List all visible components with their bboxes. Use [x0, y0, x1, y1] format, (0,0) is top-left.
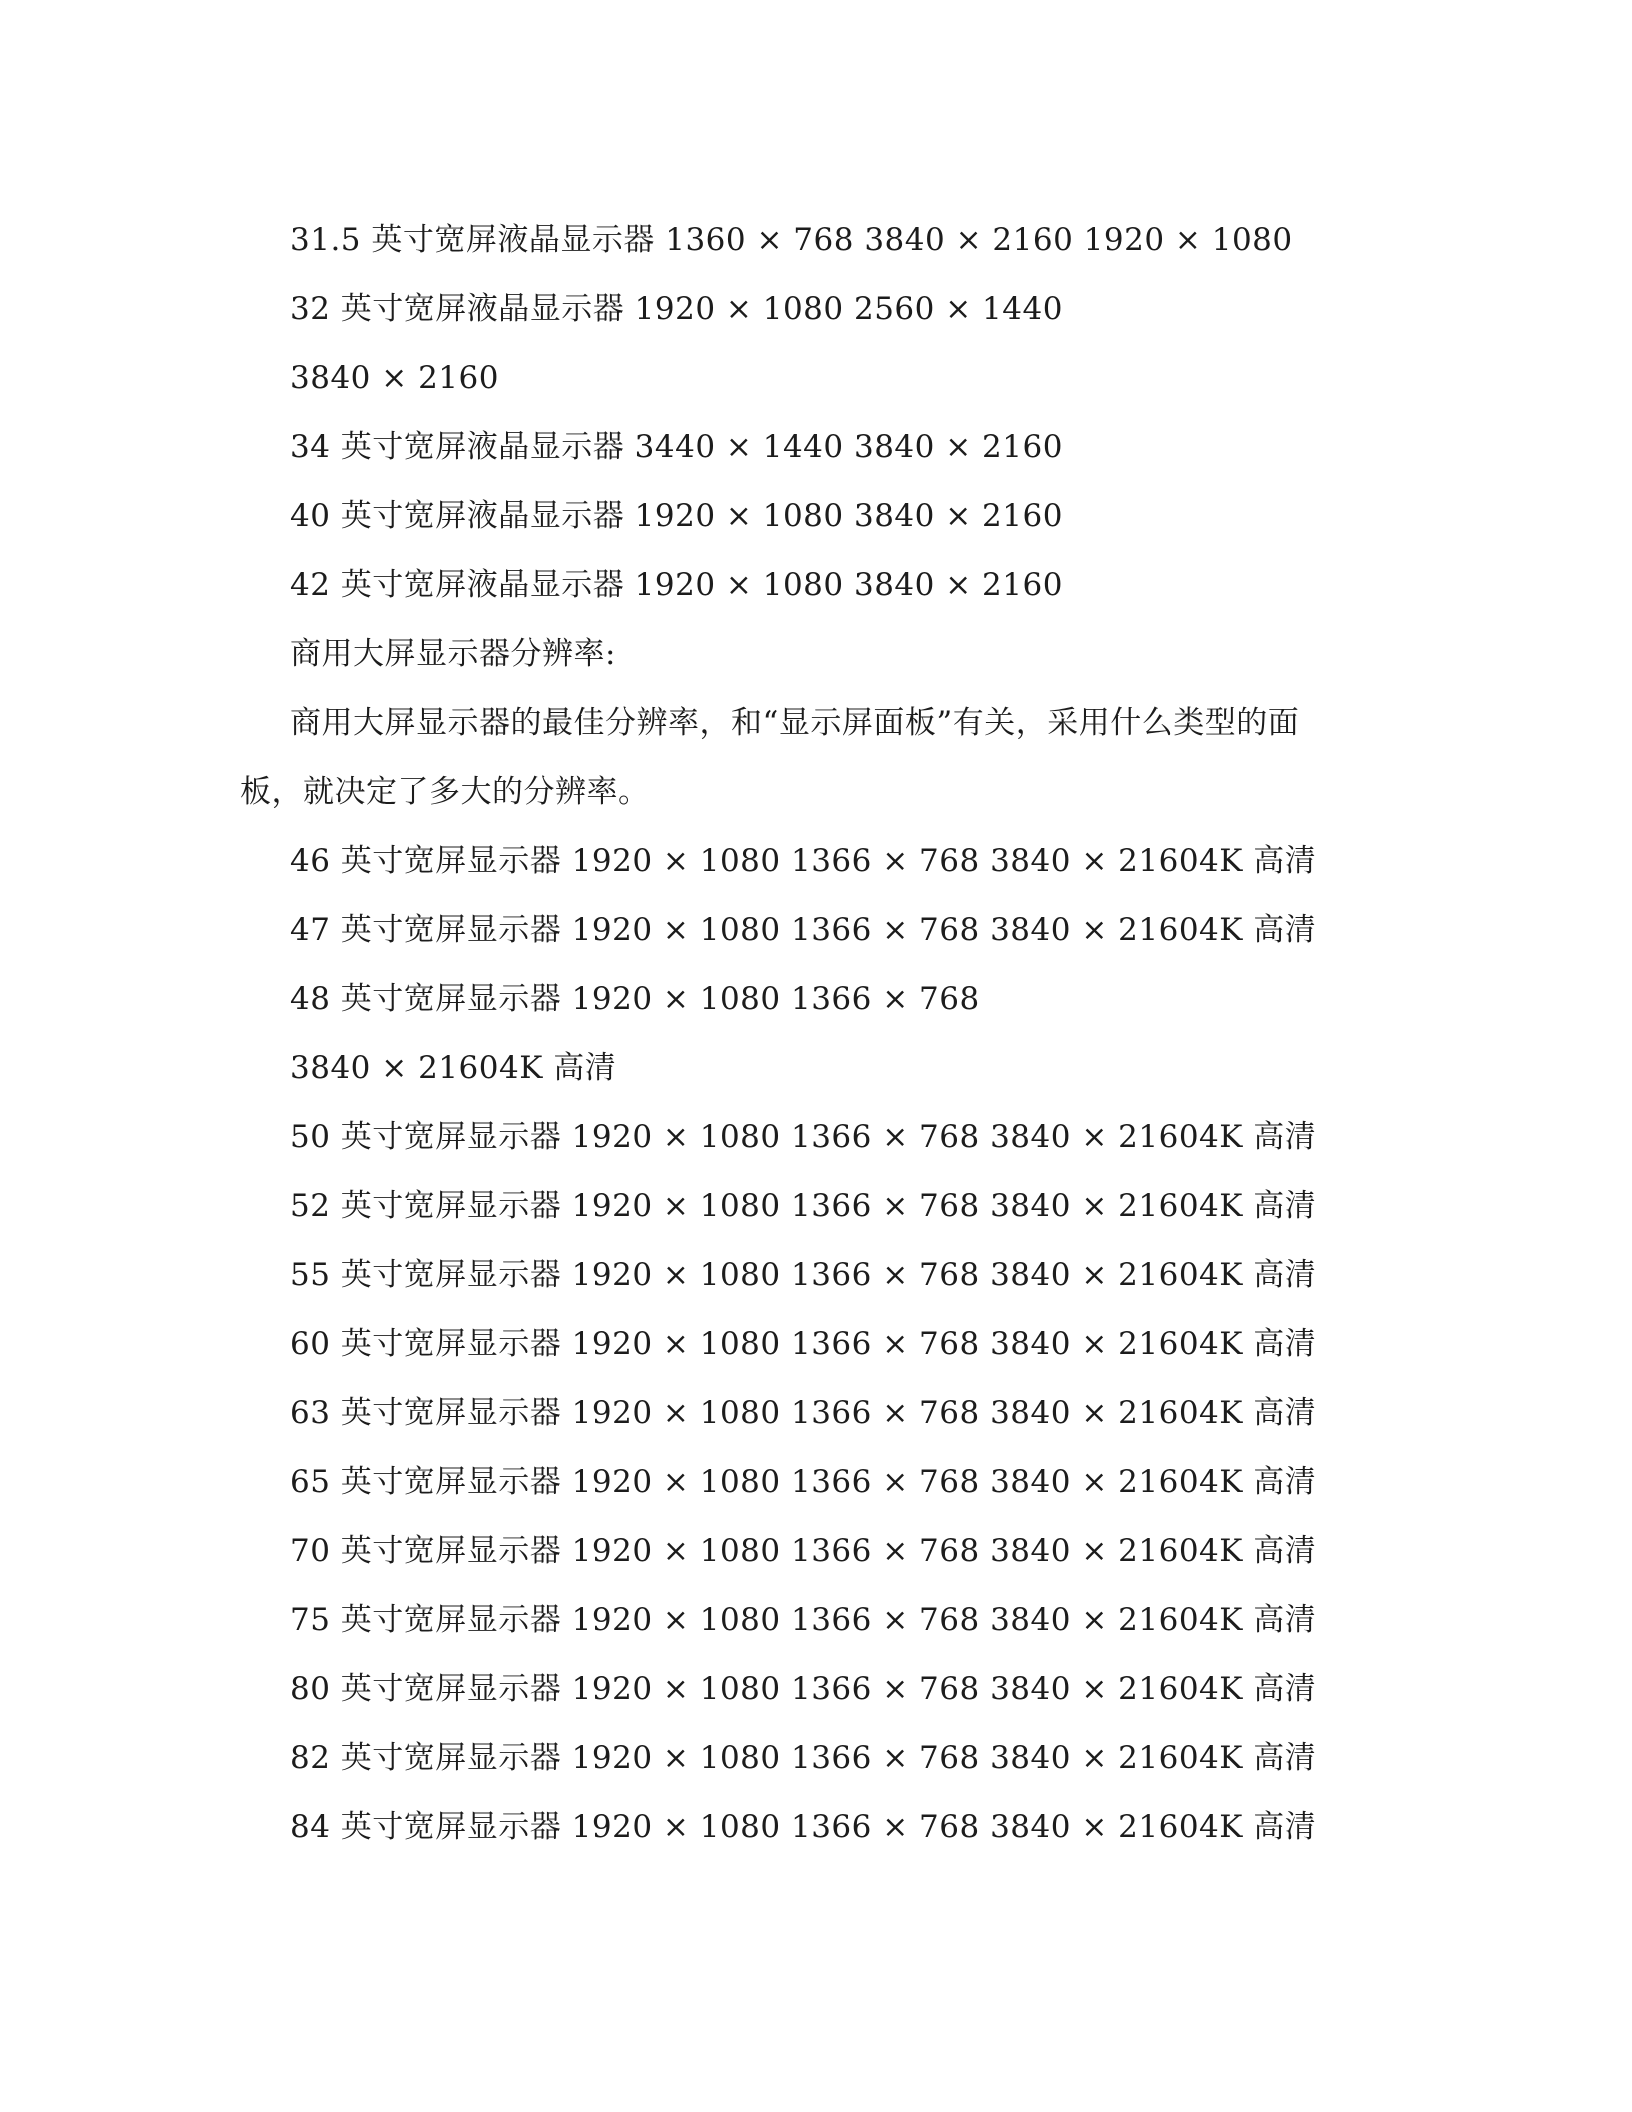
spec-line-52-inch: 52 英寸宽屏显示器 1920 × 1080 1366 × 768 3840 × 21604K 高清 [290, 1188, 1317, 1224]
spec-line-84-inch: 84 英寸宽屏显示器 1920 × 1080 1366 × 768 3840 × 21604K 高清 [290, 1809, 1317, 1845]
spec-line-60-inch: 60 英寸宽屏显示器 1920 × 1080 1366 × 768 3840 × 21604K 高清 [290, 1326, 1317, 1362]
spec-line-48-inch: 48 英寸宽屏显示器 1920 × 1080 1366 × 768 [290, 981, 980, 1017]
section-heading: 商用大屏显示器分辨率: [290, 636, 616, 672]
spec-line-65-inch: 65 英寸宽屏显示器 1920 × 1080 1366 × 768 3840 × 21604K 高清 [290, 1464, 1317, 1500]
paragraph-line-1: 商用大屏显示器的最佳分辨率，和“显示屏面板”有关，采用什么类型的面 [290, 705, 1300, 741]
spec-line-63-inch: 63 英寸宽屏显示器 1920 × 1080 1366 × 768 3840 × 21604K 高清 [290, 1395, 1317, 1431]
spec-line-75-inch: 75 英寸宽屏显示器 1920 × 1080 1366 × 768 3840 × 21604K 高清 [290, 1602, 1317, 1638]
spec-line-31-5-inch: 31.5 英寸宽屏液晶显示器 1360 × 768 3840 × 2160 1920 × 1080 [290, 222, 1293, 258]
spec-line-47-inch: 47 英寸宽屏显示器 1920 × 1080 1366 × 768 3840 × 21604K 高清 [290, 912, 1317, 948]
spec-line-55-inch: 55 英寸宽屏显示器 1920 × 1080 1366 × 768 3840 × 21604K 高清 [290, 1257, 1317, 1293]
spec-line-34-inch: 34 英寸宽屏液晶显示器 3440 × 1440 3840 × 2160 [290, 429, 1063, 465]
spec-line-42-inch: 42 英寸宽屏液晶显示器 1920 × 1080 3840 × 2160 [290, 567, 1063, 603]
spec-line-82-inch: 82 英寸宽屏显示器 1920 × 1080 1366 × 768 3840 × 21604K 高清 [290, 1740, 1317, 1776]
spec-line-32-inch: 32 英寸宽屏液晶显示器 1920 × 1080 2560 × 1440 [290, 291, 1063, 327]
spec-line-32-inch-continued: 3840 × 2160 [290, 360, 499, 396]
spec-line-46-inch: 46 英寸宽屏显示器 1920 × 1080 1366 × 768 3840 × 21604K 高清 [290, 843, 1317, 879]
spec-line-50-inch: 50 英寸宽屏显示器 1920 × 1080 1366 × 768 3840 × 21604K 高清 [290, 1119, 1317, 1155]
spec-line-80-inch: 80 英寸宽屏显示器 1920 × 1080 1366 × 768 3840 × 21604K 高清 [290, 1671, 1317, 1707]
spec-line-70-inch: 70 英寸宽屏显示器 1920 × 1080 1366 × 768 3840 × 21604K 高清 [290, 1533, 1317, 1569]
paragraph-line-2: 板，就决定了多大的分辨率。 [240, 774, 650, 810]
spec-line-40-inch: 40 英寸宽屏液晶显示器 1920 × 1080 3840 × 2160 [290, 498, 1063, 534]
spec-line-48-inch-continued: 3840 × 21604K 高清 [290, 1050, 617, 1086]
